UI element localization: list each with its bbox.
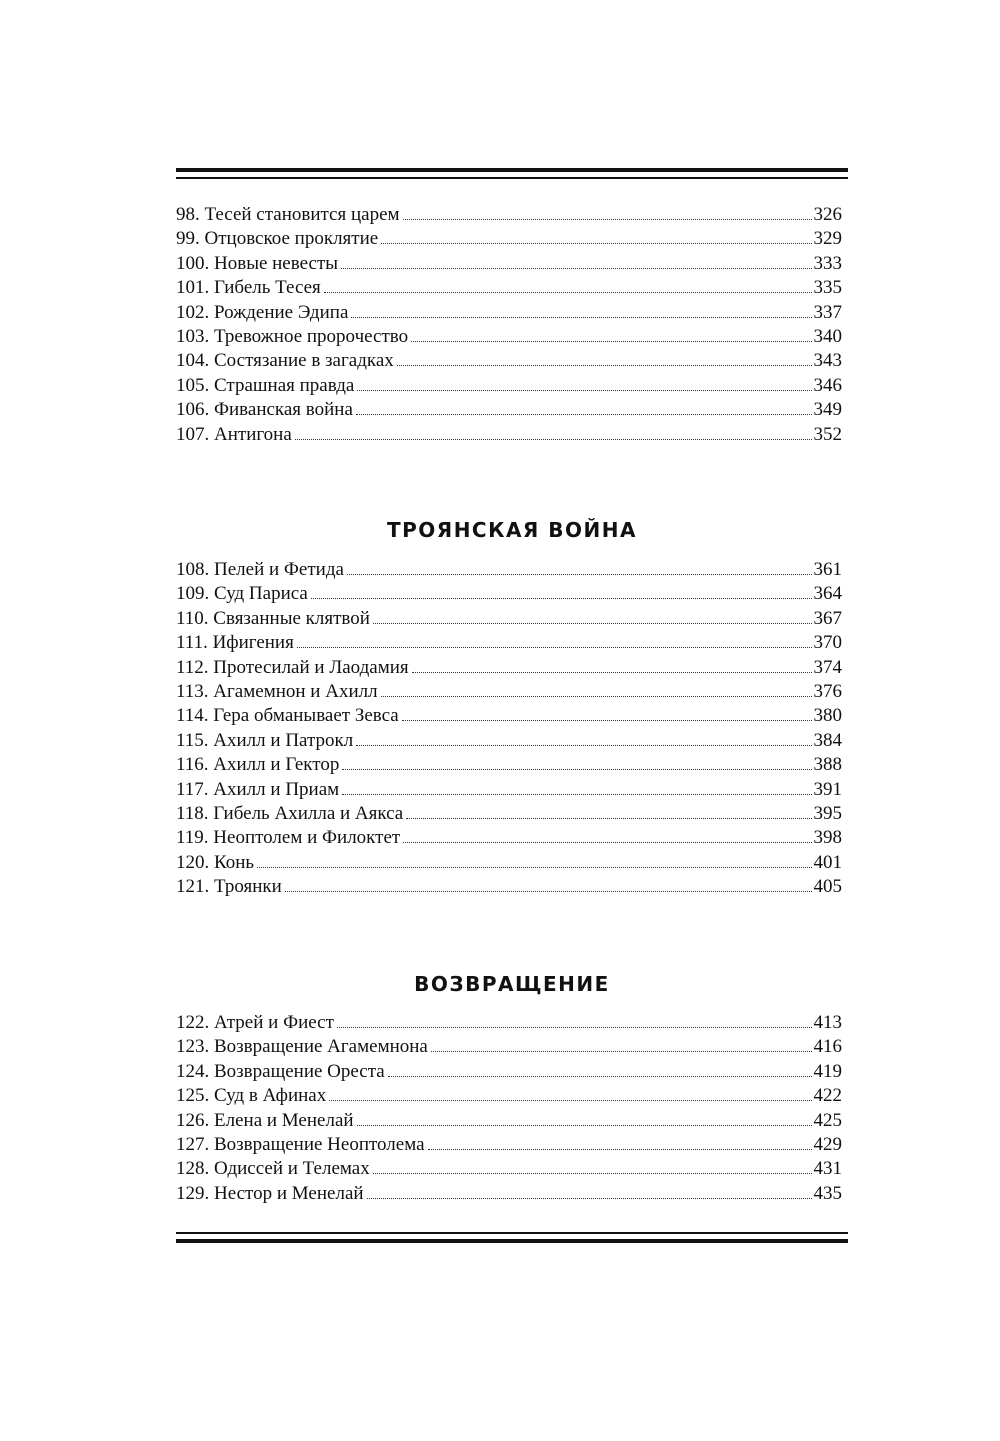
toc-entry-page: 337 (813, 301, 842, 323)
toc-entry-title: 107. Антигона (176, 423, 292, 445)
toc-entry[interactable] (176, 203, 842, 227)
toc-leader-dots (351, 317, 811, 318)
toc-leader-dots (403, 219, 812, 220)
toc-section-1-list (176, 203, 842, 447)
toc-entry-page: 398 (813, 827, 842, 849)
toc-entry-title: 109. Суд Париса (176, 583, 308, 605)
toc-entry-title: 129. Нестор и Менелай (176, 1182, 364, 1204)
toc-entry[interactable] (176, 778, 842, 802)
toc-leader-dots (337, 1027, 812, 1028)
toc-leader-dots (357, 1125, 812, 1126)
toc-entry-page: 335 (813, 277, 842, 299)
toc-entry-title: 102. Рождение Эдипа (176, 301, 349, 323)
toc-entry[interactable] (176, 656, 842, 680)
section-heading-return: ВОЗВРАЩЕНИЕ (414, 972, 610, 996)
toc-entry[interactable] (176, 1035, 842, 1059)
toc-leader-dots (295, 439, 812, 440)
toc-entry-title: 116. Ахилл и Гектор (176, 754, 340, 776)
toc-leader-dots (324, 292, 812, 293)
toc-entry-page: 413 (813, 1012, 842, 1033)
toc-leader-dots (347, 574, 812, 575)
toc-entry-title: 122. Атрей и Фиест (176, 1012, 334, 1033)
top-rule-thin (176, 177, 848, 179)
toc-entry-page: 333 (813, 252, 842, 274)
toc-entry[interactable] (176, 423, 842, 447)
toc-entry-title: 124. Возвращение Ореста (176, 1060, 385, 1082)
toc-entry-page: 405 (813, 876, 842, 898)
toc-entry[interactable] (176, 753, 842, 777)
section-heading-trojan-war: ТРОЯНСКАЯ ВОЙНА (386, 518, 637, 542)
toc-entry-page: 395 (813, 802, 842, 824)
toc-leader-dots (285, 891, 812, 892)
toc-entry[interactable] (176, 1133, 842, 1157)
toc-entry-page: 419 (813, 1060, 842, 1082)
top-double-rule (176, 168, 848, 179)
toc-entry-page: 380 (813, 705, 842, 727)
toc-entry[interactable] (176, 252, 842, 276)
toc-leader-dots (342, 769, 811, 770)
toc-entry[interactable] (176, 680, 842, 704)
toc-entry-title: 110. Связанные клятвой (176, 607, 370, 629)
toc-section-2-list (176, 558, 842, 899)
toc-entry-page: 329 (813, 228, 842, 250)
toc-entry[interactable] (176, 398, 842, 422)
toc-entry-page: 364 (813, 583, 842, 605)
toc-leader-dots (341, 268, 811, 269)
toc-entry-title: 127. Возвращение Неоптолема (176, 1133, 425, 1155)
toc-entry-page: 349 (813, 399, 842, 421)
toc-entry[interactable] (176, 875, 842, 899)
toc-entry-title: 99. Отцовское проклятие (176, 228, 379, 250)
toc-leader-dots (428, 1149, 812, 1150)
toc-leader-dots (403, 842, 811, 843)
toc-entry-page: 361 (813, 559, 842, 580)
toc-entry-page: 422 (813, 1085, 842, 1107)
toc-entry-title: 115. Ахилл и Патрокл (176, 729, 354, 751)
toc-entry[interactable] (176, 826, 842, 850)
toc-entry[interactable] (176, 1060, 842, 1084)
toc-entry-page: 384 (813, 729, 842, 751)
toc-entry-title: 100. Новые невесты (176, 252, 339, 274)
toc-entry-title: 114. Гера обманывает Зевса (176, 705, 399, 727)
toc-leader-dots (402, 720, 812, 721)
toc-entry-title: 125. Суд в Афинах (176, 1085, 327, 1107)
toc-leader-dots (406, 818, 811, 819)
toc-entry-page: 416 (813, 1036, 842, 1058)
toc-entry[interactable] (176, 227, 842, 251)
toc-entry[interactable] (176, 851, 842, 875)
toc-entry-title: 111. Ифигения (176, 632, 294, 654)
toc-entry-page: 401 (813, 851, 842, 873)
toc-entry-page: 429 (813, 1133, 842, 1155)
toc-entry-page: 431 (813, 1158, 842, 1180)
toc-leader-dots (411, 341, 811, 342)
toc-entry-page: 367 (813, 607, 842, 629)
toc-entry-title: 118. Гибель Ахилла и Аякса (176, 802, 404, 824)
bottom-double-rule (176, 1232, 848, 1243)
toc-entry[interactable] (176, 1109, 842, 1133)
toc-entry[interactable] (176, 1084, 842, 1108)
toc-leader-dots (257, 867, 811, 868)
toc-entry-title: 123. Возвращение Агамемнона (176, 1036, 428, 1058)
toc-entry[interactable] (176, 582, 842, 606)
toc-entry[interactable] (176, 729, 842, 753)
toc-leader-dots (311, 598, 812, 599)
toc-entry-page: 346 (813, 374, 842, 396)
toc-entry-page: 388 (813, 754, 842, 776)
bottom-rule-thick (176, 1239, 848, 1243)
toc-leader-dots (356, 745, 811, 746)
toc-entry-title: 120. Конь (176, 851, 255, 873)
toc-entry-page: 376 (813, 680, 842, 702)
toc-entry-page: 374 (813, 656, 842, 678)
toc-entry-title: 126. Елена и Менелай (176, 1109, 354, 1131)
toc-entry-title: 106. Фиванская война (176, 399, 353, 421)
toc-entry-page: 391 (813, 778, 842, 800)
toc-leader-dots (329, 1100, 811, 1101)
toc-entry-title: 113. Агамемнон и Ахилл (176, 680, 378, 702)
toc-entry[interactable] (176, 704, 842, 728)
toc-entry-title: 103. Тревожное пророчество (176, 325, 409, 347)
toc-entry[interactable] (176, 558, 842, 582)
toc-entry[interactable] (176, 301, 842, 325)
toc-entry[interactable] (176, 349, 842, 373)
toc-entry-title: 119. Неоптолем и Филоктет (176, 827, 401, 849)
bottom-rule-thin (176, 1232, 848, 1234)
toc-entry[interactable] (176, 802, 842, 826)
toc-entry-title: 104. Состязание в загадках (176, 350, 394, 372)
toc-entry-page: 352 (813, 423, 842, 445)
toc-leader-dots (342, 794, 811, 795)
toc-entry-page: 343 (813, 350, 842, 372)
toc-entry-page: 435 (813, 1182, 842, 1204)
toc-entry-title: 112. Протесилай и Лаодамия (176, 656, 409, 678)
toc-entry-title: 101. Гибель Тесея (176, 277, 321, 299)
top-rule-thick (176, 168, 848, 172)
toc-entry-page: 425 (813, 1109, 842, 1131)
toc-entry[interactable] (176, 631, 842, 655)
toc-entry[interactable] (176, 325, 842, 349)
toc-leader-dots (297, 647, 812, 648)
toc-entry-title: 108. Пелей и Фетида (176, 559, 344, 580)
toc-entry[interactable] (176, 1011, 842, 1035)
toc-section-3-list (176, 1011, 842, 1206)
toc-leader-dots (357, 390, 811, 391)
toc-leader-dots (431, 1051, 812, 1052)
toc-entry-title: 105. Страшная правда (176, 374, 355, 396)
toc-leader-dots (381, 243, 811, 244)
toc-entry[interactable] (176, 276, 842, 300)
toc-leader-dots (388, 1076, 812, 1077)
toc-entry[interactable] (176, 607, 842, 631)
toc-entry[interactable] (176, 374, 842, 398)
toc-entry-page: 340 (813, 325, 842, 347)
toc-leader-dots (367, 1198, 812, 1199)
toc-entry-title: 121. Троянки (176, 876, 282, 898)
toc-entry[interactable] (176, 1157, 842, 1181)
toc-leader-dots (412, 672, 812, 673)
toc-leader-dots (381, 696, 812, 697)
toc-leader-dots (373, 1173, 812, 1174)
toc-leader-dots (356, 414, 812, 415)
toc-entry-page: 370 (813, 632, 842, 654)
toc-entry-title: 117. Ахилл и Приам (176, 778, 340, 800)
toc-leader-dots (397, 365, 812, 366)
toc-entry-title: 98. Тесей становится царем (176, 204, 400, 225)
toc-entry[interactable] (176, 1182, 842, 1206)
toc-leader-dots (373, 623, 812, 624)
toc-entry-page: 326 (813, 204, 842, 225)
toc-entry-title: 128. Одиссей и Телемах (176, 1158, 370, 1180)
